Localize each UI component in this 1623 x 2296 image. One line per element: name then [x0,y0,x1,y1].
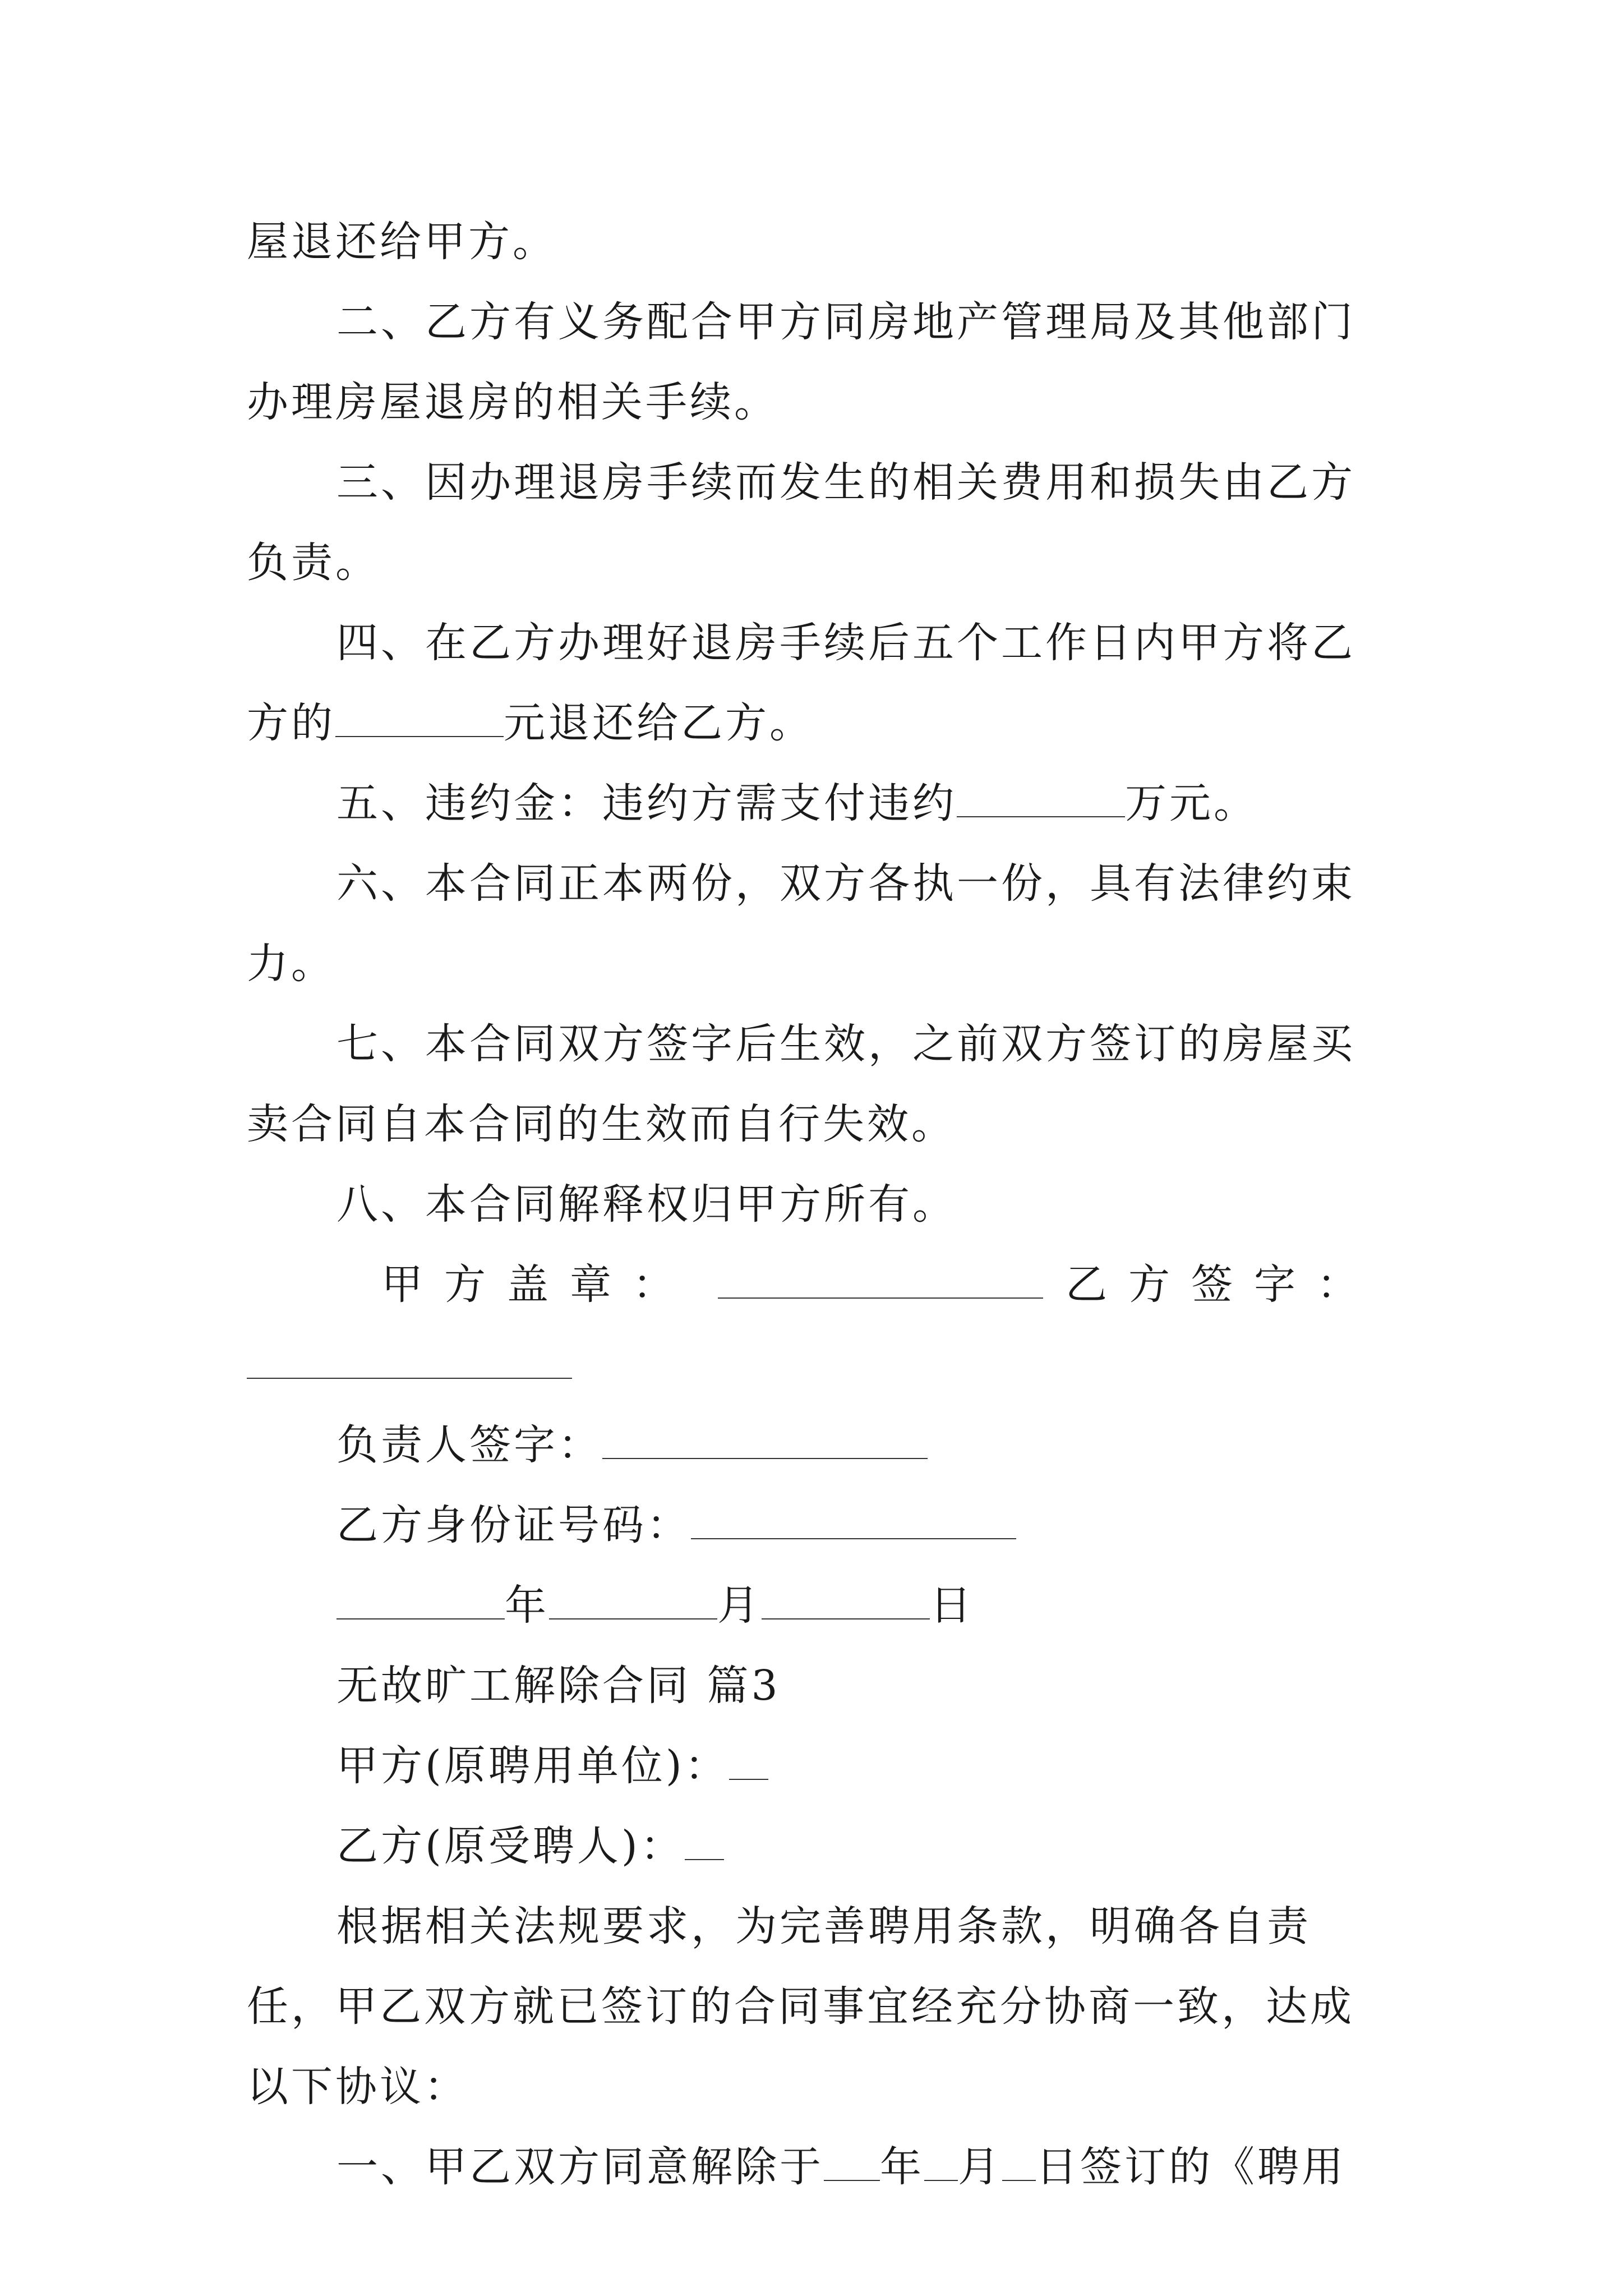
paragraph-1: 屋退还给甲方。 [247,218,557,266]
paragraph-3: 三、因办理退房手续而发生的相关费用和损失由乙方负责。 [247,458,1355,587]
year-label: 年 [505,1581,549,1630]
day-label: 日 [930,1581,974,1630]
section-title: 无故旷工解除合同 篇3 [336,1662,781,1710]
party-b-label: 乙方(原受聘人)： [336,1822,685,1870]
paragraph-8: 八、本合同解释权归甲方所有。 [336,1180,957,1228]
party-b-sign-blank[interactable] [247,1342,572,1379]
paragraph-2: 二、乙方有义务配合甲方同房地产管理局及其他部门办理房屋退房的相关手续。 [247,298,1355,426]
paragraph-5-tail: 万元。 [1125,779,1258,827]
principal-sign-blank[interactable] [602,1422,928,1459]
amount-blank[interactable] [335,700,504,737]
party-a-label: 甲方(原聘用单位)： [336,1742,729,1790]
item-1-year: 年 [880,2143,924,2191]
paragraph-5-text: 五、违约金：违约方需支付违约 [336,779,957,827]
item-1-month: 月 [958,2143,1002,2191]
party-b-id-blank[interactable] [691,1502,1016,1539]
signature-row [247,1245,1380,1325]
item-1-year-blank[interactable] [824,2144,880,2181]
party-b-sign-label: 乙方签字： [1066,1260,1380,1309]
item-1-month-blank[interactable] [924,2144,958,2181]
item-1-text: 一、甲乙双方同意解除于 [336,2143,824,2191]
month-blank[interactable] [549,1582,717,1619]
party-a-seal-blank[interactable] [718,1262,1043,1299]
principal-sign-line [247,1405,1380,1485]
year-blank[interactable] [336,1582,505,1619]
paragraph-4-tail: 元退还给乙方。 [504,699,814,747]
paragraph-5 [247,763,1380,844]
item-1-day-blank[interactable] [1002,2144,1036,2181]
party-a-blank[interactable] [729,1743,768,1780]
party-a-line [247,1726,1380,1806]
date-line [247,1566,1380,1646]
paragraph-4 [247,603,1380,763]
party-a-seal-label: 甲方盖章： [381,1260,695,1309]
day-blank[interactable] [762,1582,930,1619]
paragraph-6: 六、本合同正本两份，双方各执一份，具有法律约束力。 [247,859,1355,988]
item-1-tail: 日签订的《聘用 [1036,2143,1346,2191]
paragraph-4-text: 四、在乙方办理好退房手续后五个工作日内甲方将乙方的 [247,619,1355,747]
intro-paragraph: 根据相关法规要求，为完善聘用条款，明确各自责任，甲乙双方就已签订的合同事宜经充分协商一致，达成以下协议： [247,1902,1354,2111]
party-b-sign-line [247,1325,1380,1405]
document-body [247,202,1380,2207]
month-label: 月 [717,1581,762,1630]
item-1 [247,2127,1380,2207]
paragraph-7: 七、本合同双方签字后生效，之前双方签订的房屋买卖合同自本合同的生效而自行失效。 [247,1020,1355,1148]
principal-sign-label: 负责人签字： [336,1421,602,1469]
penalty-blank[interactable] [957,780,1125,817]
party-b-id-label: 乙方身份证号码： [336,1501,691,1549]
party-b-line [247,1806,1380,1887]
party-b-id-line [247,1485,1380,1566]
party-b-blank[interactable] [685,1823,724,1860]
